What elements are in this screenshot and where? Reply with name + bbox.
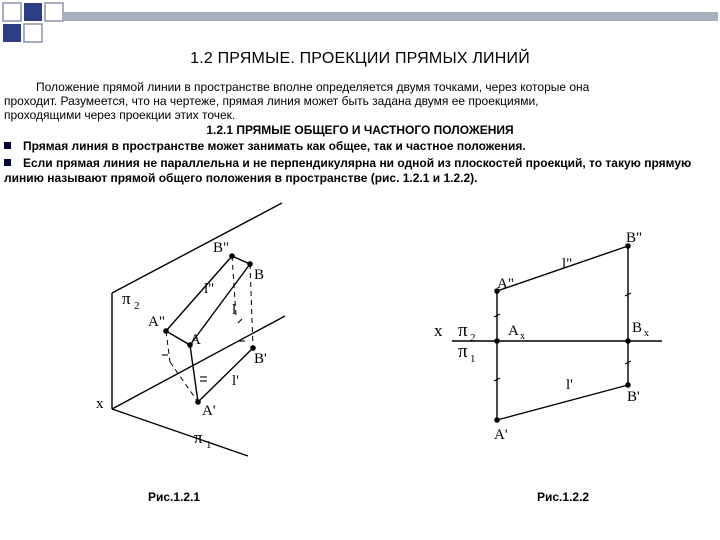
paragraph-line: проходящими через проекции этих точек. bbox=[4, 108, 236, 122]
label-l-horizontal: l' bbox=[566, 377, 573, 393]
decorative-squares bbox=[0, 0, 720, 45]
figure-caption: Рис.1.2.1 bbox=[148, 490, 201, 504]
label-pi2: π bbox=[458, 320, 468, 341]
label-pi2: π bbox=[122, 289, 131, 308]
label-bx: B bbox=[632, 320, 643, 336]
label-ax-sub: x bbox=[520, 331, 525, 342]
section-subheading: 1.2.1 ПРЯМЫЕ ОБЩЕГО И ЧАСТНОГО ПОЛОЖЕНИЯ bbox=[206, 123, 514, 137]
label-b: B bbox=[254, 267, 265, 283]
figure-1-2-1 bbox=[90, 190, 320, 470]
label-ax: A bbox=[508, 323, 519, 339]
label-a-frontal: A" bbox=[497, 276, 514, 292]
label-a-frontal: A" bbox=[148, 314, 165, 330]
label-pi2-sub: 2 bbox=[134, 300, 140, 312]
label-pi1: π bbox=[194, 428, 203, 447]
label-pi1-sub: 1 bbox=[206, 439, 212, 451]
intro-paragraph bbox=[4, 80, 716, 122]
label-l-frontal: l" bbox=[562, 256, 573, 272]
label-pi1: π bbox=[458, 341, 468, 362]
label-l-frontal: l" bbox=[204, 281, 215, 297]
label-pi1-sub: 1 bbox=[470, 353, 476, 365]
label-a: A bbox=[190, 332, 201, 348]
label-bx-sub: x bbox=[644, 328, 649, 339]
page-title: 1.2 ПРЯМЫЕ. ПРОЕКЦИИ ПРЯМЫХ ЛИНИЙ bbox=[190, 50, 530, 67]
label-l-horizontal: l' bbox=[232, 373, 239, 389]
bullet-item bbox=[4, 139, 716, 154]
bullet-item bbox=[4, 156, 716, 186]
bullet-text: Прямая линия в пространстве может занимать как общее, так и частное положения. bbox=[23, 139, 526, 153]
label-b-frontal: B" bbox=[626, 230, 643, 246]
label-axis-x: x bbox=[96, 396, 104, 412]
label-a-horizontal: A' bbox=[202, 403, 216, 419]
bullet-square-icon bbox=[4, 159, 11, 166]
label-l: l bbox=[232, 302, 237, 318]
label-b-frontal: B" bbox=[213, 240, 230, 256]
bullet-text: Если прямая линия не параллельна и не перпендикулярна ни одной из плоскостей проекций, то такую прямую линию называют прямой общего положения в пространстве (рис. 1.2.1 и 1.2.2). bbox=[4, 156, 692, 185]
figure-1-2-2 bbox=[420, 190, 670, 455]
label-b-horizontal: B' bbox=[627, 389, 640, 405]
label-pi2-sub: 2 bbox=[470, 332, 476, 344]
label-a-horizontal: A' bbox=[494, 427, 508, 443]
label-b-horizontal: B' bbox=[254, 351, 267, 367]
paragraph-line: Положение прямой линии в пространстве вполне определяется двумя точками, через которые она bbox=[36, 80, 590, 94]
paragraph-line: проходит. Разумеется, что на чертеже, прямая линия может быть задана двумя ее проекциями, bbox=[4, 94, 539, 108]
figure-caption: Рис.1.2.2 bbox=[537, 490, 590, 504]
label-axis-x: x bbox=[434, 321, 443, 340]
bullet-square-icon bbox=[4, 142, 11, 149]
